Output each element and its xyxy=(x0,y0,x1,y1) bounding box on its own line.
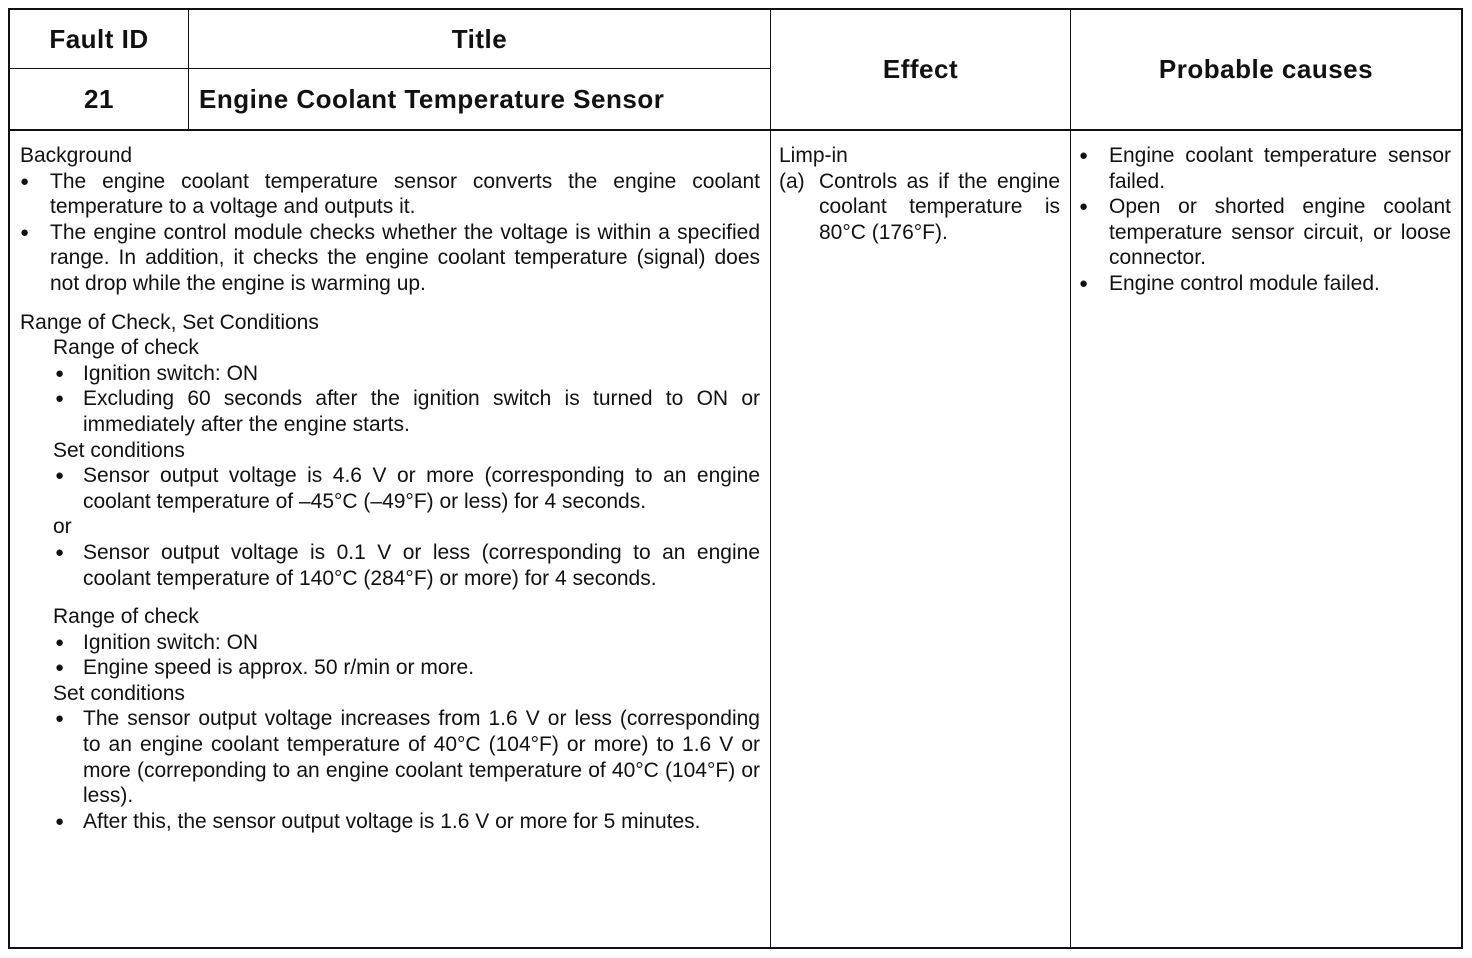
list-item: ● Engine coolant temperature sensor failed. xyxy=(1079,143,1451,194)
list-item: ● Sensor output voltage is 4.6 V or more (corresponding to an engine coolant temperature of –45°C (–49°F) or less) for 4 seconds. xyxy=(20,463,760,514)
header-fault-id: Fault ID xyxy=(49,23,149,54)
range-of-check-label: Range of check xyxy=(53,336,199,360)
set-conditions-label: Set conditions xyxy=(53,681,185,705)
description-column xyxy=(20,143,760,834)
header-effect: Effect xyxy=(882,54,959,84)
title-value: Engine Coolant Temperature Sensor xyxy=(199,83,665,114)
list-item: ● The sensor output voltage increases from 1.6 V or less (corresponding to an engine coolant temperature of 40°C (104°F) or more) to 1.6 V or more (correponding to an engine coolant temperature of 40°C (104°F) or less). xyxy=(20,706,760,808)
header-probable-causes: Probable causes xyxy=(1158,54,1374,84)
background-heading: Background xyxy=(20,144,133,167)
list-item: ● Open or shorted engine coolant temperature sensor circuit, or loose connector. xyxy=(1079,194,1451,271)
list-item: ● Excluding 60 seconds after the ignition switch is turned to ON or immediately after the engine starts. xyxy=(20,386,760,437)
fault-id-value: 21 xyxy=(84,83,114,114)
list-item: ● Engine control module failed. xyxy=(1079,271,1451,297)
range-set-heading: Range of Check, Set Conditions xyxy=(20,310,319,334)
effect-column xyxy=(779,143,1060,245)
causes-column xyxy=(1079,143,1451,297)
list-item: ● Ignition switch: ON xyxy=(20,630,760,656)
list-item: ● The engine coolant temperature sensor converts the engine coolant temperature to a voltage and outputs it. xyxy=(20,169,760,220)
effect-tag: (a) xyxy=(779,169,805,193)
list-item: ● After this, the sensor output voltage is 1.6 V or more for 5 minutes. xyxy=(20,809,760,835)
list-item: ● The engine control module checks whether the voltage is within a specified range. In addition, it checks the engine coolant temperature (signal) does not drop while the engine is warming up. xyxy=(20,220,760,297)
effect-heading: Limp-in xyxy=(779,144,848,167)
set-conditions-label: Set conditions xyxy=(53,438,185,462)
divider xyxy=(10,129,1461,131)
list-item: ● Sensor output voltage is 0.1 V or less (corresponding to an engine coolant temperature of 140°C (284°F) or more) for 4 seconds. xyxy=(20,540,760,591)
fault-table xyxy=(8,8,1463,949)
list-item: ● Engine speed is approx. 50 r/min or more. xyxy=(20,655,760,681)
or-label: or xyxy=(53,515,72,539)
divider xyxy=(770,10,771,947)
effect-text: Controls as if the engine coolant temperature is 80°C (176°F). xyxy=(819,169,1060,244)
divider xyxy=(1070,10,1071,947)
range-of-check-label: Range of check xyxy=(53,605,199,629)
list-item: ● Ignition switch: ON xyxy=(20,361,760,387)
header-title: Title xyxy=(451,23,508,54)
